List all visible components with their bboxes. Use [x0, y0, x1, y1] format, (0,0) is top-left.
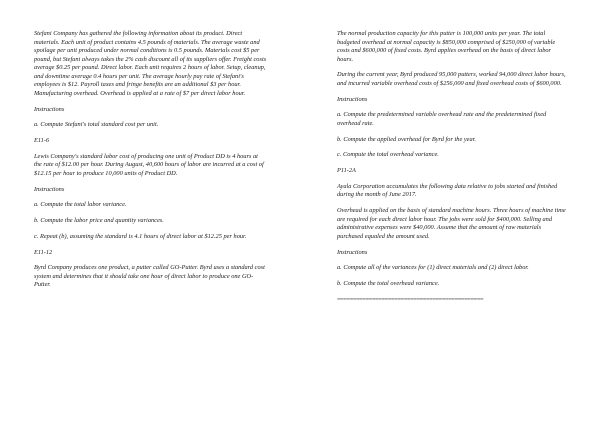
exercise-label: E11-12 — [34, 248, 53, 256]
exercise-label: E11-6 — [34, 137, 50, 145]
instructions-heading: Instructions — [337, 248, 368, 256]
instruction-item: a. Compute Stefani's total standard cost per unit. — [34, 121, 159, 129]
instructions-heading: Instructions — [337, 95, 368, 103]
instruction-item: b. Compute the labor price and quantity variances. — [34, 217, 164, 225]
ayala-overhead-text: Overhead is applied on the basis of standard machine hours. Three hours of machine time are required for each direct labor hour. The jobs were sold for $400,000. Selling and administrative expenses were $40,000. Assume that the amount of raw materials purchased equaled the amount used. — [337, 207, 566, 240]
instruction-item: c. Repeat (b), assuming the standard is 4.1 hours of direct labor at $12.25 per hour. — [34, 232, 247, 240]
instruction-item: c. Compute the total overhead variance. — [337, 151, 439, 159]
instruction-item: a. Compute the total labor variance. — [34, 201, 127, 209]
problem-label: P11-2A — [337, 167, 356, 175]
instructions-heading: Instructions — [34, 105, 65, 113]
byrd-capacity-text: The normal production capacity for this putter is 100,000 units per year. The total budgeted overhead at normal capacity is $850,000 comprised of $250,000 of variable costs and $600,000 of fixed costs. Byrd applies overhead on the basis of direct labor hours. — [337, 30, 556, 63]
instruction-item: a. Compute the predetermined variable overhead rate and the predetermined fixed overhead rate. — [337, 111, 547, 127]
instruction-item: a. Compute all of the variances for (1) direct materials and (2) direct labor. — [337, 264, 529, 272]
byrd-current-year-text: During the current year, Byrd produced 95,000 putters, worked 94,000 direct labor hours, and incurred variable overhead costs of $256,000 and fixed overhead costs of $600,000. — [337, 71, 566, 87]
left-column — [34, 30, 267, 297]
lewis-problem-text: Lewis Company's standard labor cost of producing one unit of Product DD is 4 hours at the rate of $12.00 per hour. During August, 40,600 hours of labor are incurred at a cost of $12.15 per hour to produce 10,000 units of Product DD. — [34, 152, 264, 177]
instruction-item: b. Compute the total overhead variance. — [337, 280, 440, 287]
right-column — [337, 30, 567, 304]
instruction-item: b. Compute the applied overhead for Byrd for the year. — [337, 135, 477, 143]
stefani-problem-text: Stefani Company has gathered the following information about its product. Direct materials. Each unit of product contains 4.5 pounds of materials. The average waste and spoilage per unit produced under normal conditions is 0.5 pounds. Materials cost $5 per pound, but Stefani always takes the 2% cash discount all of its suppliers offer. Freight costs average $0.25 per pound. Direct labor. Each unit requires 2 hours of labor. Setup, cleanup, and downtime average 0.4 hours per unit. The average hourly pay rate of Stefani's employees is $12. Payroll taxes and fringe benefits are an additional $3 per hour. Manufacturing overhead. Overhead is applied at a rate of $7 per direct labor hour. — [34, 30, 267, 97]
byrd-problem-text: Byrd Company produces one product, a putter called GO-Putter. Byrd uses a standard cost system and determines that it should take one hour of direct labor to produce one GO-Putter. — [34, 264, 265, 289]
divider-line: ============================================== — [337, 295, 484, 303]
instructions-heading: Instructions — [34, 185, 65, 193]
ayala-problem-text: Ayala Corporation accumulates the following data relative to jobs started and finished during the month of June 2017. — [337, 182, 558, 199]
